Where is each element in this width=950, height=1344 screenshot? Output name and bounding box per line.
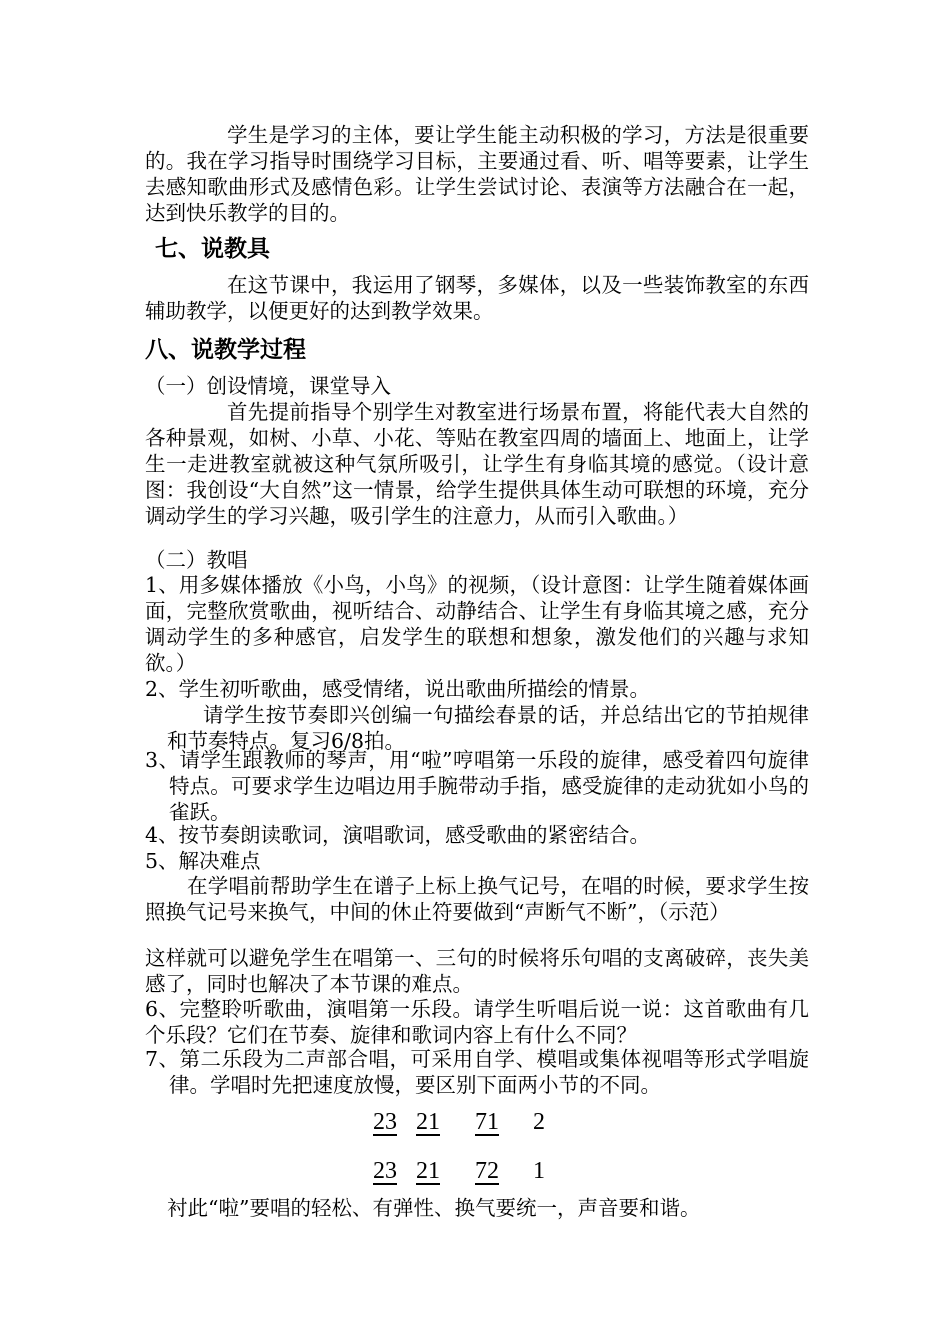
notation-note: 23 <box>373 1109 397 1135</box>
section-8-heading: 八、说教学过程 <box>145 337 306 363</box>
closing-note: 衬此“啦”要唱的轻松、有弹性、换气要统一，声音要和谐。 <box>167 1196 701 1220</box>
part-1-title: （一）创设情境，课堂导入 <box>145 374 391 398</box>
step-1: 1、用多媒体播放《小鸟，小鸟》的视频，（设计意图：让学生随着媒体画面，完整欣赏歌曲，视听结合、动静结合、让学生有身临其境之感，充分调动学生的多种感官，启发学生的联想和想象，激发他们的兴趣与求知欲。） <box>145 573 809 675</box>
step-5: 5、解决难点 <box>145 849 261 873</box>
step-2-sub: 请学生按节奏即兴创编一句描绘春景的话，并总结出它的节拍规律和节奏特点。复习6/8拍。 <box>167 703 809 753</box>
step-3: 3、请学生跟教师的琴声，用“啦”哼唱第一乐段的旋律，感受着四句旋律特点。可要求学生边唱边用手腕带动手指，感受旋律的走动犹如小鸟的雀跃。 <box>145 748 809 824</box>
notation-row-2 <box>373 1157 573 1187</box>
part-2-title: （二）教唱 <box>145 548 248 572</box>
notation-note: 23 <box>373 1158 397 1184</box>
step-5-text: 在学唱前帮助学生在谱子上标上换气记号，在唱的时候，要求学生按照换气记号来换气，中间的休止符要做到“声断气不断”，（示范） <box>145 874 809 924</box>
step-2: 2、学生初听歌曲，感受情绪，说出歌曲所描绘的情景。 <box>145 677 651 701</box>
notation-note: 1 <box>533 1158 545 1184</box>
part-1-text: 首先提前指导个别学生对教室进行场景布置，将能代表大自然的各种景观，如树、小草、小花、等贴在教室四周的墙面上、地面上，让学生一走进教室就被这种气氛所吸引，让学生有身临其境的感觉。（设计意图：我创设“大自然”这一情景，给学生提供具体生动可联想的环境，充分调动学生的学习兴趣，吸引学生的注意力，从而引入歌曲。） <box>145 400 809 528</box>
notation-note: 21 <box>416 1109 440 1135</box>
intro-paragraph: 学生是学习的主体，要让学生能主动积极的学习，方法是很重要的。我在学习指导时围绕学习目标，主要通过看、听、唱等要素，让学生去感知歌曲形式及感情色彩。让学生尝试讨论、表演等方法融合在一起，达到快乐教学的目的。 <box>145 123 809 225</box>
notation-note: 72 <box>475 1158 499 1184</box>
step-5-text-2: 这样就可以避免学生在唱第一、三句的时候将乐句唱的支离破碎，丧失美感了，同时也解决了本节课的难点。 <box>145 946 809 996</box>
section-7-text: 在这节课中，我运用了钢琴，多媒体，以及一些装饰教室的东西辅助教学，以便更好的达到教学效果。 <box>145 273 809 323</box>
step-4: 4、按节奏朗读歌词，演唱歌词，感受歌曲的紧密结合。 <box>145 823 651 847</box>
notation-note: 2 <box>533 1109 545 1135</box>
step-6: 6、完整聆听歌曲，演唱第一乐段。请学生听唱后说一说：这首歌曲有几个乐段？它们在节奏、旋律和歌词内容上有什么不同？ <box>145 997 809 1047</box>
notation-note: 71 <box>475 1109 499 1135</box>
step-7: 7、第二乐段为二声部合唱，可采用自学、模唱或集体视唱等形式学唱旋律。学唱时先把速度放慢，要区别下面两小节的不同。 <box>145 1047 809 1097</box>
notation-row-1 <box>373 1108 573 1138</box>
notation-note: 21 <box>416 1158 440 1184</box>
section-7-heading: 七、说教具 <box>155 236 270 262</box>
